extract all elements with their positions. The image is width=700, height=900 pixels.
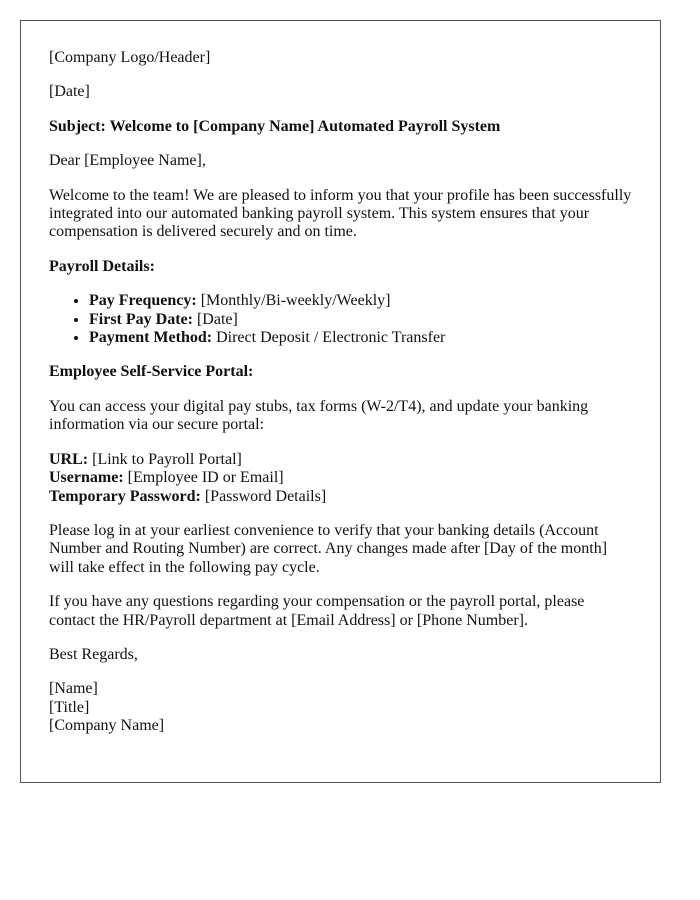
list-item: • Pay Frequency: [Monthly/Bi-weekly/Weekly] bbox=[89, 292, 632, 310]
list-item: • Payment Method: Direct Deposit / Electronic Transfer bbox=[89, 329, 632, 347]
letter-date: [Date] bbox=[49, 83, 90, 101]
signature-title: [Title] bbox=[49, 698, 90, 716]
subject-line: Subject: Welcome to [Company Name] Automated Payroll System bbox=[49, 117, 501, 135]
intro-paragraph: Welcome to the team! We are pleased to inform you that your profile has been successfully integrated into our automated banking payroll system. This system ensures that your compensation is delivered securely and on time. bbox=[49, 186, 632, 241]
portal-paragraph: You can access your digital pay stubs, tax forms (W-2/T4), and update your banking information via our secure portal: bbox=[49, 397, 589, 434]
closing: Best Regards, bbox=[49, 645, 138, 663]
signature-block bbox=[49, 680, 632, 735]
credentials-block: URL: [Link to Payroll Portal] Username: [Employee ID or Email] Temporary Password: [Password Details] bbox=[49, 450, 327, 505]
portal-heading: Employee Self-Service Portal: bbox=[49, 363, 254, 381]
payroll-heading: Payroll Details: bbox=[49, 257, 155, 275]
payroll-details-list bbox=[49, 292, 632, 347]
signature-company: [Company Name] bbox=[49, 717, 165, 735]
letter bbox=[20, 20, 661, 783]
greeting: Dear [Employee Name], bbox=[49, 152, 206, 170]
contact-paragraph: If you have any questions regarding your compensation or the payroll portal, please contact the HR/Payroll department at [Email Address] or [Phone Number]. bbox=[49, 593, 585, 629]
signature-name: [Name] bbox=[49, 680, 98, 698]
list-item: • First Pay Date: [Date] bbox=[89, 311, 632, 329]
company-header: [Company Logo/Header] bbox=[49, 49, 211, 66]
verify-paragraph: Please log in at your earliest convenience to verify that your banking details (Account Number and Routing Number) are correct. Any changes made after [Day of the month] will take effect in the following pay cycle. bbox=[49, 521, 608, 576]
